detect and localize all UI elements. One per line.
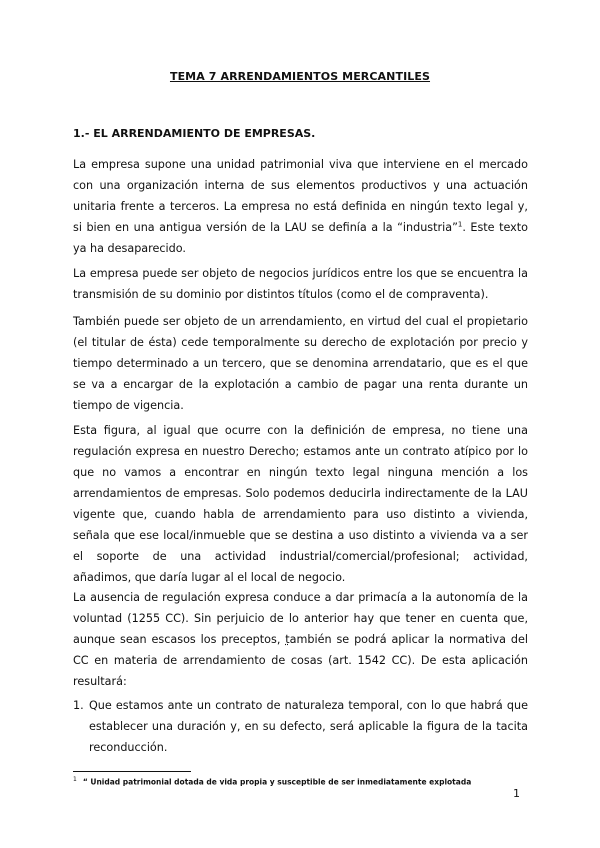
paragraph-1-text-b: . Este texto ya ha desaparecido. [73,221,528,255]
footnote-mark: 1 [73,776,77,783]
footnote [73,776,471,787]
document-title: TEMA 7 ARRENDAMIENTOS MERCANTILES [169,70,431,83]
paragraph-5-text-a: La ausencia de regulación expresa conduce a dar primacía a la autonomía de la voluntad (1255 CC). Sin perjuicio de lo anterior hay que tener en cuenta que, aunque sean escasos los preceptos, [73,591,528,646]
paragraph-5-text-b: ambién se podrá aplicar la normativa del CC en materia de arrendamiento de cosas (art. 1542 CC). De esta aplicación resultará: [73,633,528,688]
paragraph-5 [73,587,528,692]
footnote-text: “ Unidad patrimonial dotada de vida propia y susceptible de ser inmediatamente explotada [82,777,472,787]
numbered-list [73,695,528,758]
list-item-number: 1. [73,699,84,712]
paragraph-4: Esta figura, al igual que ocurre con la definición de empresa, no tiene una regulación expresa en nuestro Derecho; estamos ante un contrato atípico por lo que no vamos a encontrar en ningún texto legal ninguna mención a los arrendamientos de empresas. Solo podemos deducirla indirectamente de la LAU vigente que, cuando habla de arrendamiento para uso distinto a vivienda, señala que ese local/inmueble que se destina a uso distinto a vivienda va a ser el soporte de una actividad industrial/comercial/profesional; actividad, añadimos, que daría lugar al el local de negocio. [73,424,528,584]
paragraph-2: La empresa puede ser objeto de negocios jurídicos entre los que se encuentra la transmisión de su dominio por distintos títulos (como el de compraventa). [73,267,528,301]
page-number: 1 [513,787,520,800]
list-item: Que estamos ante un contrato de naturaleza temporal, con lo que habrá que establecer una duración y, en su defecto, será aplicable la figura de la tacita reconducción. [89,699,528,754]
paragraph-1 [73,154,528,259]
section-heading: 1.- EL ARRENDAMIENTO DE EMPRESAS. [73,127,316,140]
footnote-reference[interactable]: 1 [457,220,463,229]
paragraph-3: También puede ser objeto de un arrendamiento, en virtud del cual el propietario (el titular de ésta) cede temporalmente su derecho de explotación por precio y tiempo determinado a un tercero, que se denomina arrendatario, que es el que se va a encargar de la explotación a cambio de pagar una renta durante un tiempo de vigencia. [73,315,528,412]
paragraph-1-text-a: La empresa supone una unidad patrimonial viva que interviene en el mercado con una organización interna de sus elementos productivos y una actuación unitaria frente a terceros. La empresa no está definida en ningún texto legal y, si bien en una antigua versión de la LAU se definía a la “industria” [73,158,528,234]
paragraph-5-marked-letter: t [285,633,290,646]
footnote-separator [73,771,191,772]
